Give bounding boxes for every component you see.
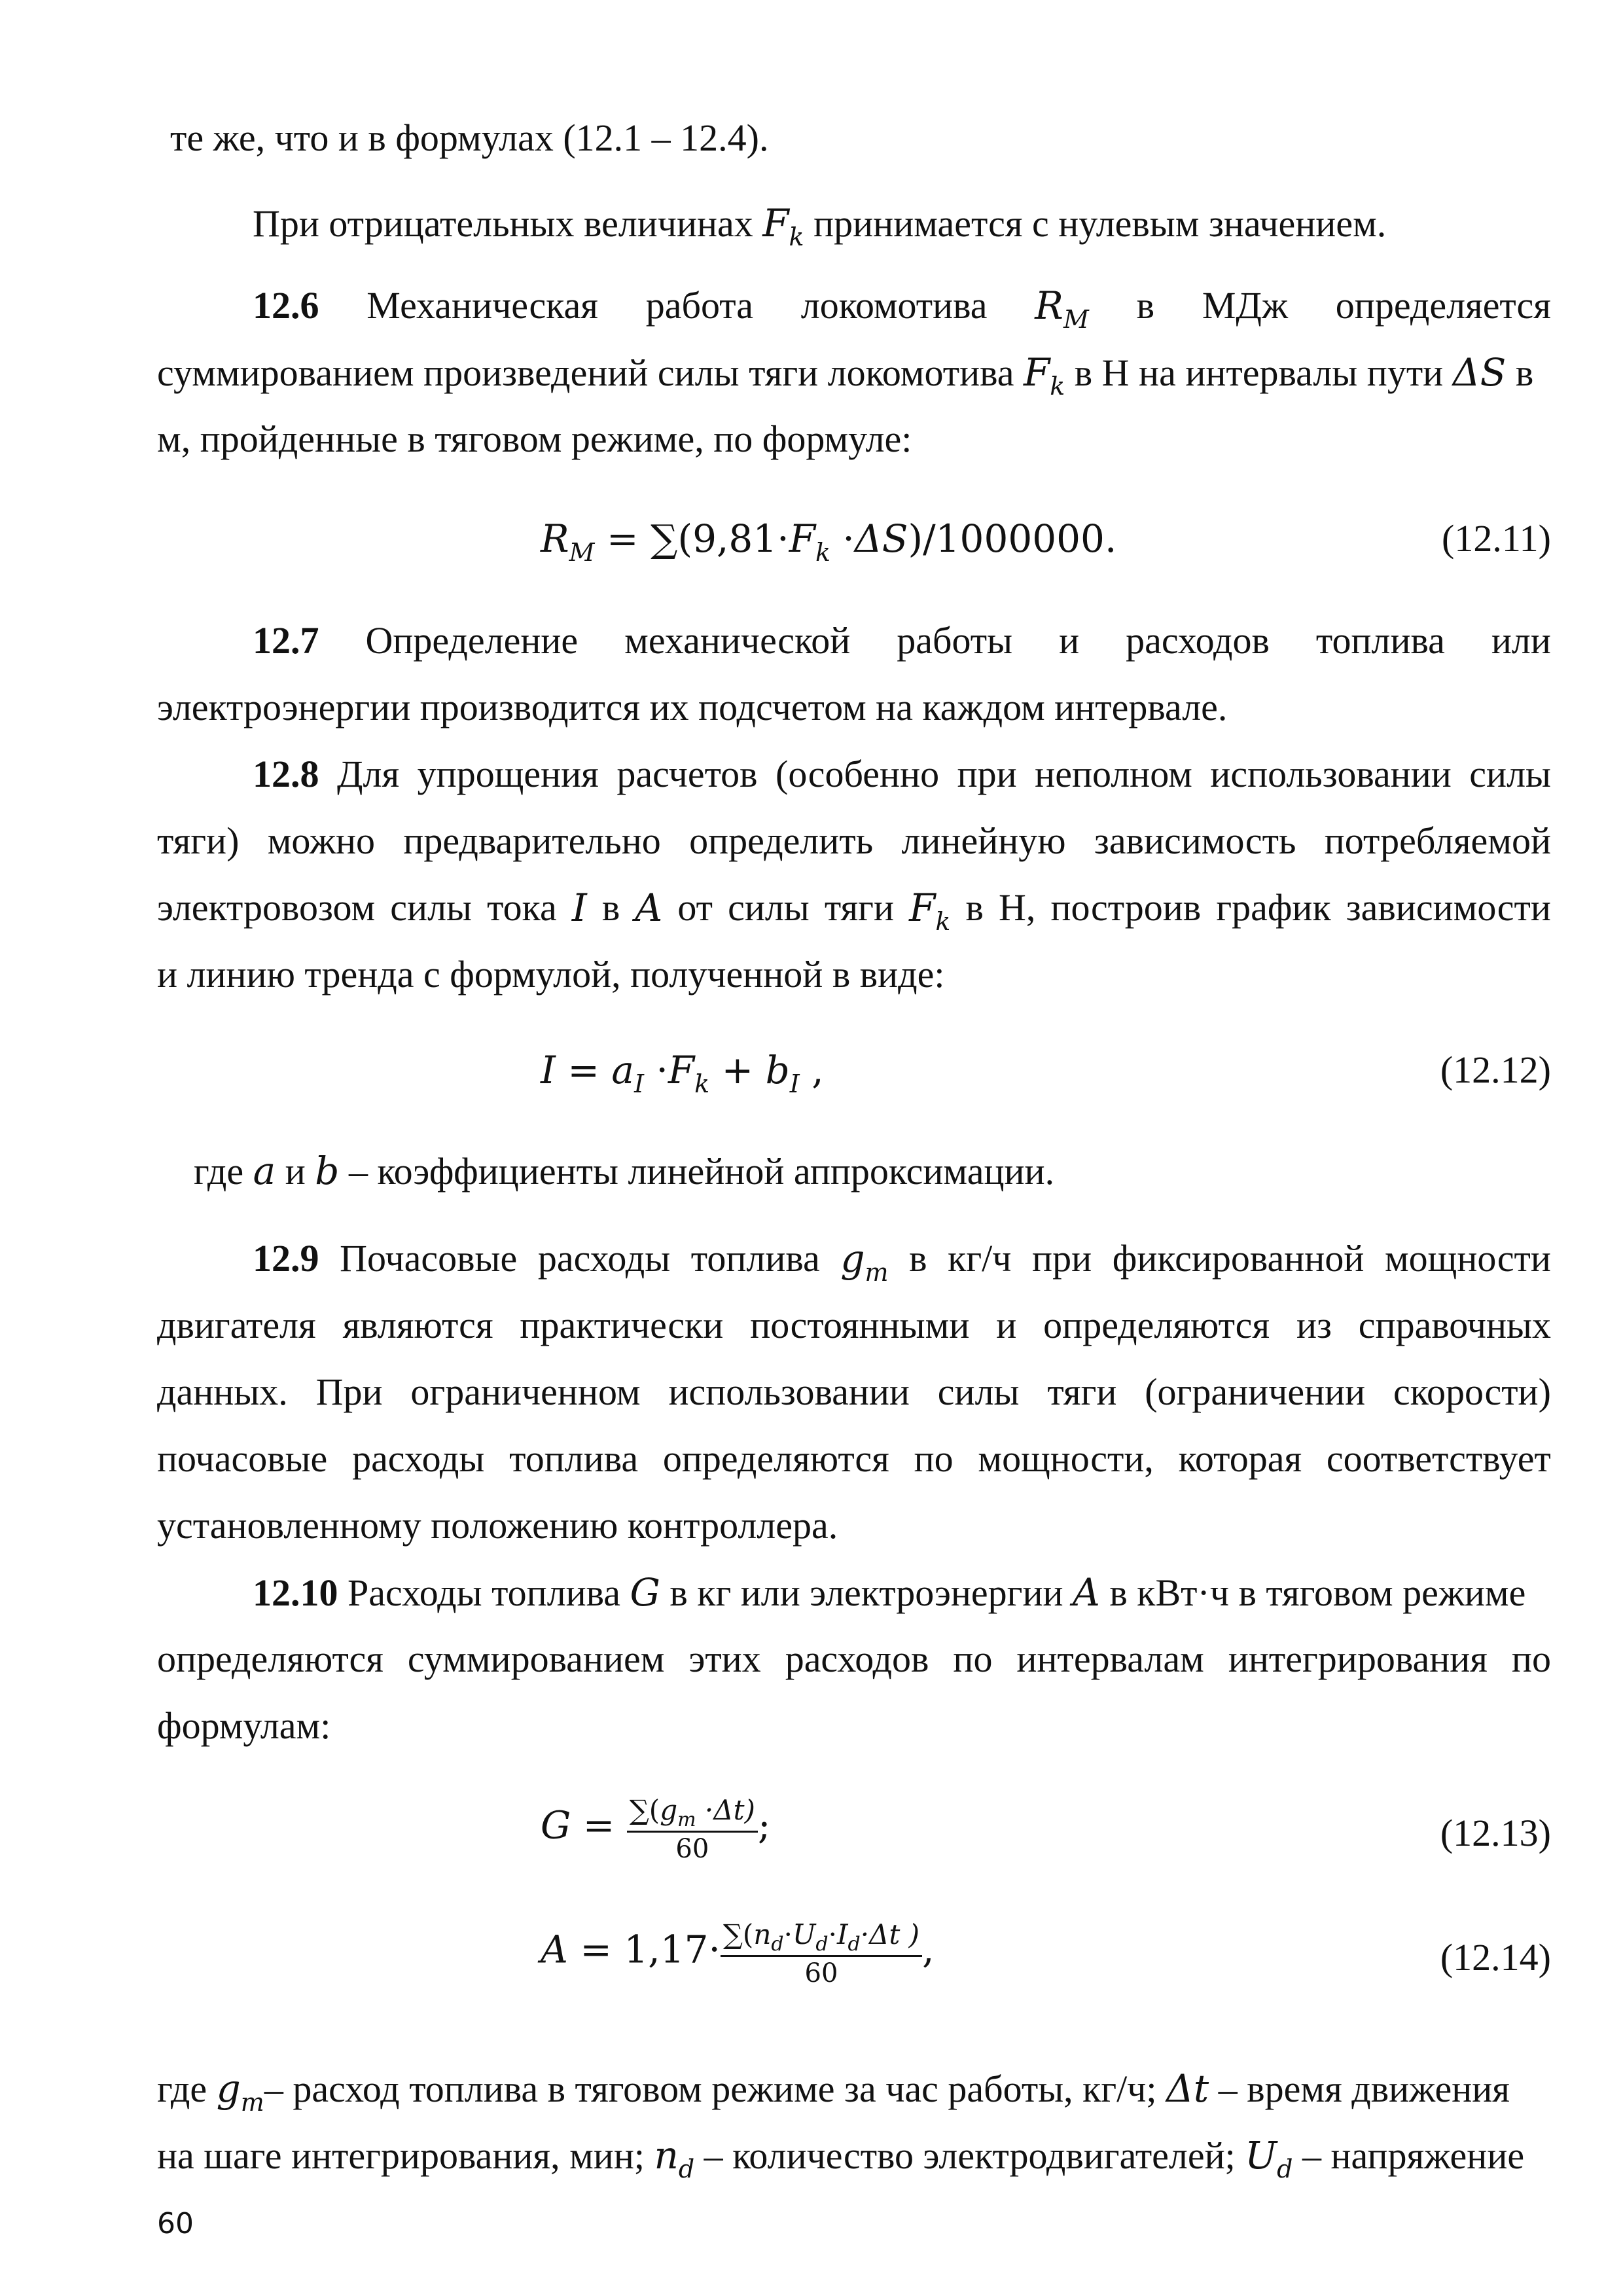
fraction: $\frac{\sum(g_m \cdot\Delta t)}{60}$ xyxy=(627,1793,758,1865)
text-line: установленному положению контроллера. xyxy=(157,1504,838,1547)
math-symbol: $U_d$ xyxy=(1245,2133,1293,2183)
equation-number: (12.14) xyxy=(1440,1936,1551,1979)
text-line: электроэнергии производится их подсчетом на каждом интервале. xyxy=(157,686,1228,728)
equation-number: (12.12) xyxy=(1440,1049,1551,1091)
text-line: почасовые расходы топлива определяются по мощности, которая соответствует xyxy=(157,1437,1551,1480)
math-symbol: Δt xyxy=(1166,2066,1209,2111)
equation-12-13: G = $\frac{\sum(g_m \cdot\Delta t)}{60}$ ; xyxy=(541,1794,771,1864)
text-line: электровозом силы тока I в A от силы тяги $F_k$ в Н, построив график зависимости xyxy=(157,886,1551,936)
text-line: где a и b – коэффициенты линейной аппроксимации. xyxy=(194,1149,1055,1193)
text-line: тяги) можно предварительно определить линейную зависимость потребляемой xyxy=(157,819,1551,862)
text-line: где $g_m-$ расход топлива в тяговом режиме за час работы, кг/ч; Δt – время движения xyxy=(157,2066,1510,2117)
section-12-7-line: 12.7 Определение механической работы и расходов топлива или xyxy=(253,618,1551,664)
math-symbol: G xyxy=(630,1570,660,1615)
section-number: 12.7 xyxy=(253,619,319,662)
section-number: 12.10 xyxy=(253,1571,338,1614)
math-symbol: $g_m$ xyxy=(216,2066,264,2117)
text-line: на шаге интегрирования, мин; $n_d$ – количество электродвигателей; $U_d$ – напряжение xyxy=(157,2133,1525,2183)
equation-12-14: A = 1,17· $\frac{\sum(n_d\cdot U_d\cdot I_d\cdot\Delta t )}{60}$ , xyxy=(541,1918,935,1988)
text-line: формулам: xyxy=(157,1704,331,1747)
text-line: данных. При ограниченном использовании силы тяги (ограничении скорости) xyxy=(157,1371,1551,1413)
text-line: При отрицательных величинах $F_k$ принимается с нулевым значением. xyxy=(253,201,1387,251)
section-12-8-line: 12.8 Для упрощения расчетов (особенно при неполном использовании силы xyxy=(253,751,1551,797)
text-line: те же, что и в формулах (12.1 – 12.4). xyxy=(170,117,769,159)
text-line: и линию тренда с формулой, полученной в виде: xyxy=(157,953,945,996)
section-number: 12.8 xyxy=(253,753,319,795)
section-number: 12.9 xyxy=(253,1237,319,1280)
math-symbol: A xyxy=(1073,1570,1100,1615)
text-line: м, пройденные в тяговом режиме, по формуле: xyxy=(157,418,912,460)
text-line: определяются суммированием этих расходов по интервалам интегрирования по xyxy=(157,1638,1551,1680)
section-number: 12.6 xyxy=(253,284,319,327)
math-symbol: $n_d$ xyxy=(654,2133,695,2183)
page-number: 60 xyxy=(157,2207,194,2240)
text-line: двигателя являются практически постоянными и определяются из справочных xyxy=(157,1304,1551,1346)
equation-number: (12.13) xyxy=(1440,1812,1551,1854)
math-symbol: $R_M$ xyxy=(1035,283,1089,334)
math-symbol: b xyxy=(315,1149,340,1193)
equation-12-12: $I = a_I \cdot F_k + b_I$ , xyxy=(541,1048,824,1098)
math-symbol: a xyxy=(253,1149,276,1193)
math-symbol: $F_k$ xyxy=(762,201,804,251)
section-12-9-line: 12.9 Почасовые расходы топлива $g_m$ в кг/ч при фиксированной мощности xyxy=(253,1236,1551,1287)
math-symbol: $g_m$ xyxy=(840,1236,889,1287)
equation-number: (12.11) xyxy=(1442,517,1551,560)
math-symbol: ΔS xyxy=(1452,350,1507,395)
math-symbol: $F_k$ xyxy=(1023,350,1065,401)
section-12-10-line: 12.10 Расходы топлива G в кг или электроэнергии A в кВт·ч в тяговом режиме xyxy=(253,1570,1526,1615)
section-12-6-line: 12.6 Механическая работа локомотива $R_M$ в МДж определяется xyxy=(253,283,1551,334)
fraction: $\frac{\sum(n_d\cdot U_d\cdot I_d\cdot\Delta t )}{60}$ xyxy=(721,1918,922,1990)
math-symbol: I xyxy=(571,886,587,930)
math-symbol: $F_k$ xyxy=(909,886,951,936)
equation-12-11: $R_M = \sum(9,81\cdot F_k \cdot\Delta S)/1000000$. xyxy=(541,516,1117,567)
math-symbol: A xyxy=(635,886,663,930)
text-line: суммированием произведений силы тяги локомотива $F_k$ в Н на интервалы пути ΔS в xyxy=(157,350,1534,401)
